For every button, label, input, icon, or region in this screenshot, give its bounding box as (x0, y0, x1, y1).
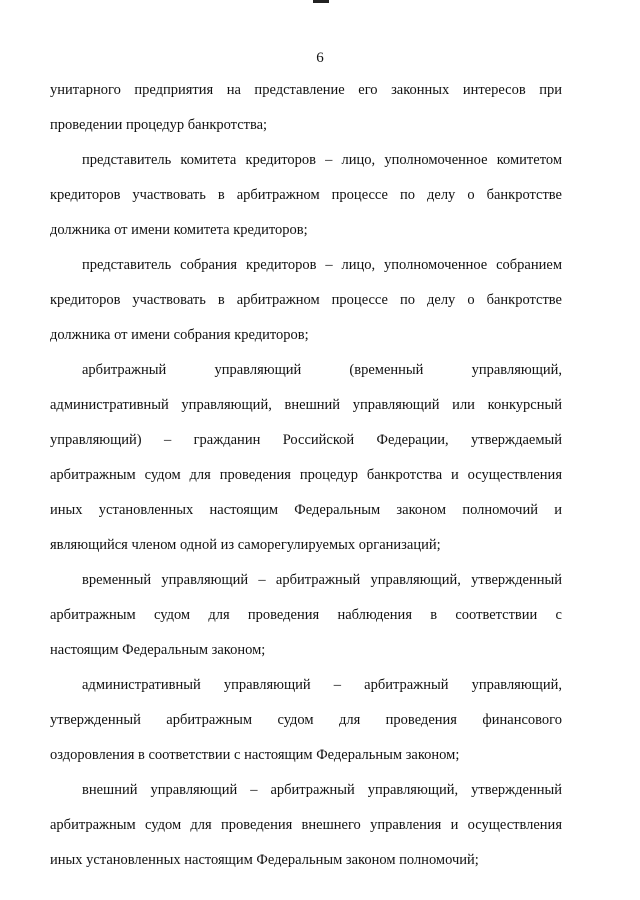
top-edge-mark (313, 0, 329, 3)
text-line: унитарного предприятия на представление его законных интересов при (50, 82, 562, 98)
text-line: арбитражным судом для проведения процедур банкротства и осуществления (50, 467, 562, 483)
text-line: административный управляющий, внешний управляющий или конкурсный (50, 397, 562, 413)
text-line: иных установленных настоящим Федеральным законом полномочий; (50, 852, 479, 868)
text-line: представитель комитета кредиторов – лицо, уполномоченное комитетом (82, 152, 562, 168)
text-line: кредиторов участвовать в арбитражном процессе по делу о банкротстве (50, 292, 562, 308)
text-line: должника от имени комитета кредиторов; (50, 222, 308, 238)
text-line: должника от имени собрания кредиторов; (50, 327, 309, 343)
text-line: являющийся членом одной из саморегулируемых организаций; (50, 537, 441, 553)
text-line: административный управляющий – арбитражный управляющий, (82, 677, 562, 693)
text-line: утвержденный арбитражным судом для проведения финансового (50, 712, 562, 728)
text-line: представитель собрания кредиторов – лицо, уполномоченное собранием (82, 257, 562, 273)
text-line: арбитражный управляющий (временный управляющий, (82, 362, 562, 378)
page-number: 6 (316, 50, 324, 66)
body-text (50, 80, 562, 885)
text-line: внешний управляющий – арбитражный управляющий, утвержденный (82, 782, 562, 798)
text-line: временный управляющий – арбитражный управляющий, утвержденный (82, 572, 562, 588)
text-line: оздоровления в соответствии с настоящим Федеральным законом; (50, 747, 460, 763)
text-line: кредиторов участвовать в арбитражном процессе по делу о банкротстве (50, 187, 562, 203)
text-line: арбитражным судом для проведения наблюдения в соответствии с (50, 607, 562, 623)
text-line: арбитражным судом для проведения внешнего управления и осуществления (50, 817, 562, 833)
text-line: иных установленных настоящим Федеральным законом полномочий и (50, 502, 562, 518)
text-line: управляющий) – гражданин Российской Федерации, утверждаемый (50, 432, 562, 448)
text-line: проведении процедур банкротства; (50, 117, 268, 133)
text-line: настоящим Федеральным законом; (50, 642, 266, 658)
